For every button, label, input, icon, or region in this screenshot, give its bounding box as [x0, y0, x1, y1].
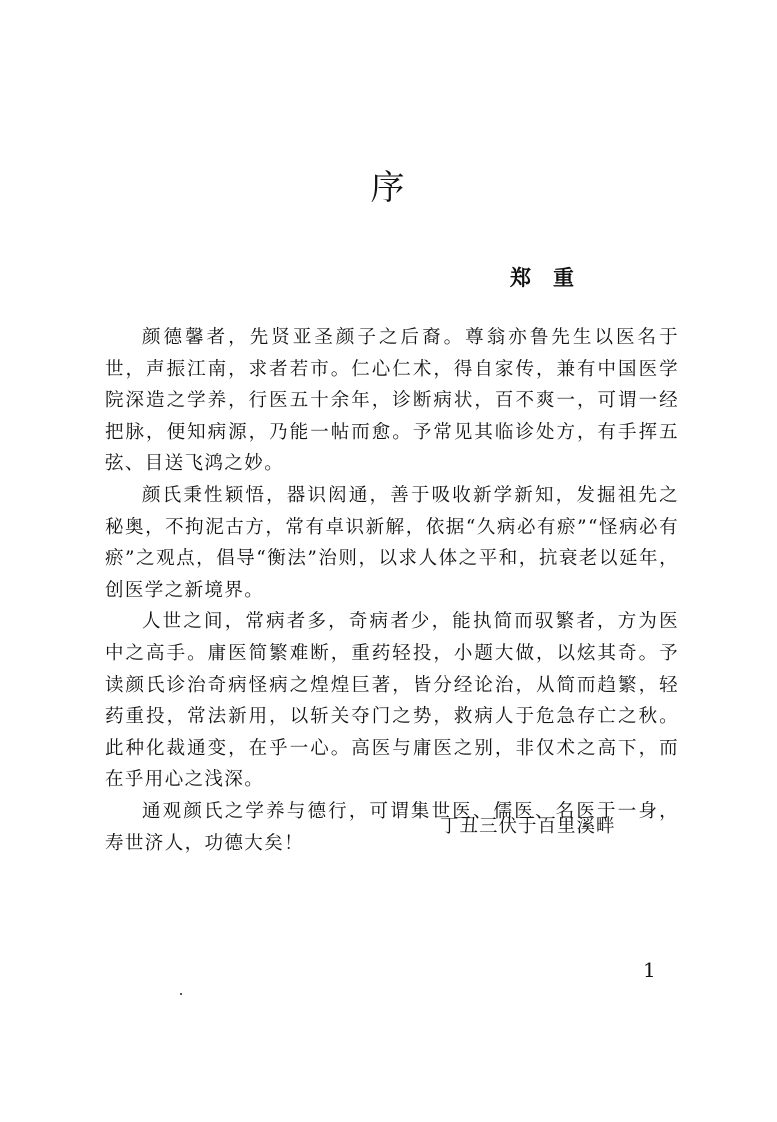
page-title: 序	[370, 168, 407, 208]
scan-speck	[180, 993, 182, 995]
paragraph: 人世之间，常病者多，奇病者少，能执简而驭繁者，方为医中之高手。庸医简繁难断，重药轻投，小题大做，以炫其奇。予读颜氏诊治奇病怪病之煌煌巨著，皆分经论治，从简而趋繁，轻药重投，常法新用，以斩关夺门之势，救病人于危急存亡之秋。此种化裁通变，在乎一心。高医与庸医之别，非仅术之高下，而在乎用心之浅深。	[105, 611, 679, 791]
preface-body	[105, 322, 679, 859]
author-name: 郑重	[510, 265, 596, 290]
paragraph: 颜德馨者，先贤亚圣颜子之后裔。尊翁亦鲁先生以医名于世，声振江南，求者若市。仁心仁术，得自家传，兼有中国医学院深造之学养，行医五十余年，诊断病状，百不爽一，可谓一经把脉，便知病源，乃能一帖而愈。予常见其临诊处方，有手挥五弦、目送飞鸿之妙。	[105, 327, 679, 475]
page-number: 1	[643, 958, 656, 982]
date-signature: 丁丑三伏于百里溪畔	[440, 816, 616, 837]
paragraph: 通观颜氏之学养与德行，可谓集世医、儒医、名医于一身，寿世济人，功德大矣！	[105, 800, 679, 854]
paragraph: 颜氏秉性颖悟，器识闳通，善于吸收新学新知，发掘祖先之秘奥，不拘泥古方，常有卓识新解，依据“久病必有瘀”“怪病必有瘀”之观点，倡导“衡法”治则，以求人体之平和，抗衰老以延年，创医学之新境界。	[105, 484, 679, 601]
